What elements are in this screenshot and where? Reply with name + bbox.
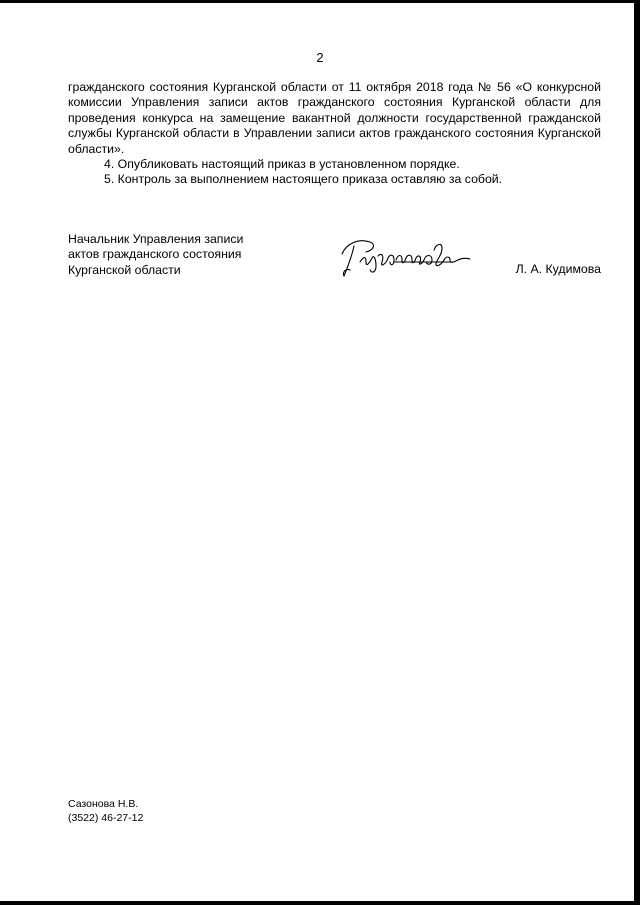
document-body — [68, 80, 601, 188]
executor-info — [68, 797, 143, 825]
signature-block — [68, 232, 601, 292]
signer-position — [68, 232, 308, 278]
signer-position-line: Курганской области — [68, 262, 181, 277]
executor-phone: (3522) 46-27-12 — [68, 812, 144, 824]
signer-position-line: актов гражданского состояния — [68, 247, 242, 262]
scan-border-right — [634, 0, 640, 905]
scan-border-bottom — [0, 901, 640, 905]
executor-name: Сазонова Н.В. — [68, 798, 139, 810]
list-item: 4. Опубликовать настоящий приказ в установленном порядке. — [104, 157, 460, 172]
signer-position-line: Начальник Управления записи — [68, 232, 244, 246]
list-item: 5. Контроль за выполнением настоящего приказа оставляю за собой. — [104, 172, 503, 187]
signer-name: Л. А. Кудимова — [515, 262, 601, 276]
page-number: 2 — [316, 50, 324, 65]
scan-border-top — [0, 0, 640, 3]
handwritten-signature — [336, 232, 476, 282]
body-paragraph: гражданского состояния Курганской области от 11 октября 2018 года № 56 «О конкурсной комиссии Управления записи актов гражданского состояния Курганской области для проведения конкурса на замещение вакантной должности государственной гражданской службы Курганской области в Управлении записи актов гражданского состояния Курганской области». — [68, 80, 601, 156]
